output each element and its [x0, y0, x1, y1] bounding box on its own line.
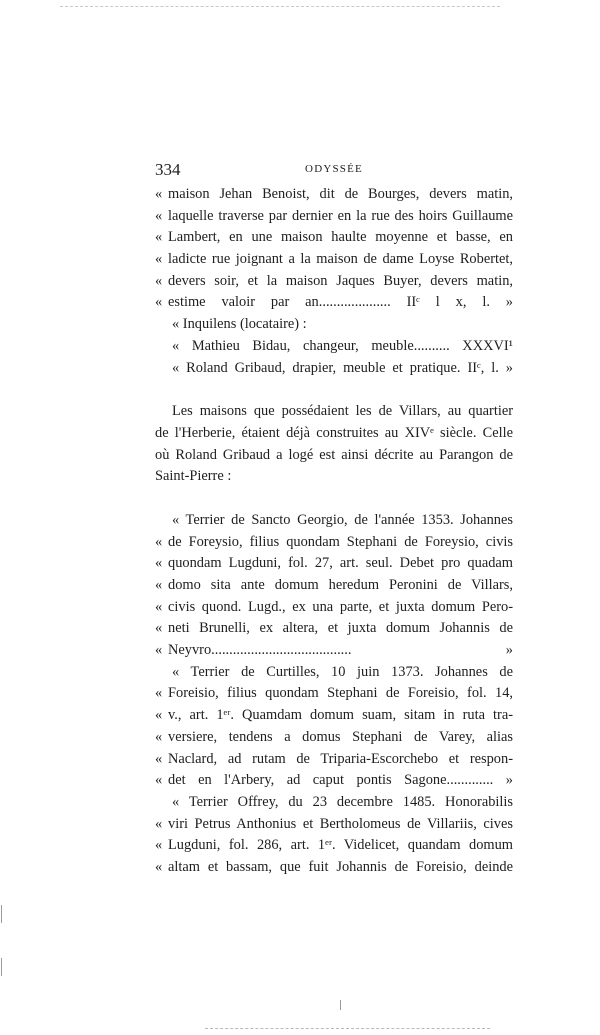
- text-line: « domo sita ante domum heredum Peronini de Villars,: [155, 577, 513, 593]
- paragraph-gap: [155, 379, 513, 401]
- page-header: [155, 160, 513, 182]
- text-line: « neti Brunelli, ex altera, et juxta domum Johannis de: [155, 620, 513, 637]
- print-speck: [340, 1000, 341, 1010]
- text-line: « Lugduni, fol. 286, art. 1ᵉʳ. Videlicet, quandam domum: [155, 837, 513, 854]
- margin-mark: [1, 958, 2, 976]
- text-line: « Neyvro....................................... »: [155, 642, 513, 659]
- running-head: ODYSSÉE: [305, 163, 363, 175]
- text-line: Les maisons que possédaient les de Villars, au quartier: [172, 403, 513, 420]
- text-line: « Foreisio, filius quondam Stephani de Foreisio, fol. 14,: [155, 685, 513, 702]
- text-line: « maison Jehan Benoist, dit de Bourges, devers matin,: [155, 186, 513, 202]
- text-line: « Naclard, ad rutam de Triparia-Escorchebo et respon-: [155, 750, 513, 767]
- text-line: « Terrier Offrey, du 23 decembre 1485. Honorabilis: [172, 793, 513, 810]
- page-body: [155, 184, 513, 879]
- text-line: « laquelle traverse par dernier en la rue des hoirs Guillaume: [155, 207, 513, 224]
- text-line: « det en l'Arbery, ad caput pontis Sagone............. »: [155, 772, 513, 789]
- text-line: « altam et bassam, que fuit Johannis de Foreisio, deinde: [155, 858, 513, 875]
- page-number: 334: [155, 160, 181, 179]
- text-line: « Inquilens (locataire) :: [172, 316, 307, 333]
- text-line: « estime valoir par an.................... IIᶜ l x, l. »: [155, 294, 513, 311]
- text-line: de l'Herberie, étaient déjà construites au XIVᵉ siècle. Celle: [155, 424, 513, 441]
- text-line: « quondam Lugduni, fol. 27, art. seul. Debet pro quadam: [155, 555, 513, 572]
- text-line: « Terrier de Curtilles, 10 juin 1373. Johannes de: [172, 663, 513, 680]
- paragraph-gap: [155, 488, 513, 510]
- text-line: où Roland Gribaud a logé est ainsi décrite au Parangon de: [155, 446, 513, 463]
- text-line: « viri Petrus Anthonius et Bertholomeus de Villariis, cives: [155, 815, 513, 832]
- top-edge-rule: [60, 6, 500, 7]
- text-line: « Terrier de Sancto Georgio, de l'année 1353. Johannes: [172, 511, 513, 528]
- text-line: « v., art. 1ᵉʳ. Quamdam domum suam, sitam in ruta tra-: [155, 707, 513, 724]
- text-line: « versiere, tendens a domus Stephani de Varey, alias: [155, 728, 513, 745]
- text-line: « devers soir, et la maison Jaques Buyer, devers matin,: [155, 272, 513, 289]
- text-line: « Mathieu Bidau, changeur, meuble.......... XXXVI¹: [172, 337, 513, 354]
- text-line: « de Foreysio, filius quondam Stephani de Foreysio, civis: [155, 533, 513, 550]
- text-line: « ladicte rue joignant a la maison de dame Loyse Robertet,: [155, 251, 513, 268]
- text-line: « civis quond. Lugd., ex una parte, et juxta domum Pero-: [155, 598, 513, 615]
- text-line: « Roland Gribaud, drapier, meuble et pratique. IIᶜ, l. »: [172, 359, 513, 376]
- bottom-edge-rule: [205, 1028, 490, 1029]
- text-line: Saint-Pierre :: [155, 468, 232, 485]
- margin-mark: [1, 905, 2, 923]
- text-line: « Lambert, en une maison haulte moyenne et basse, en: [155, 229, 513, 246]
